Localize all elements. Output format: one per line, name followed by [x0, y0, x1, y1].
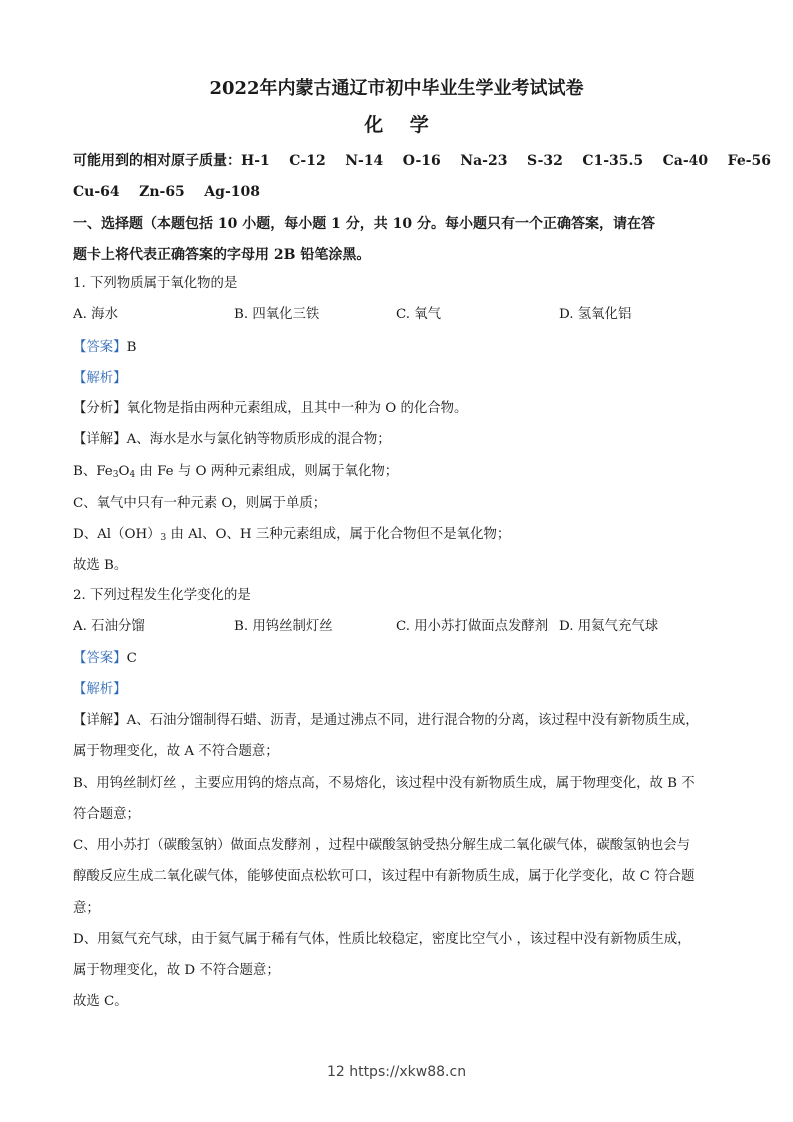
subject-title: 化 学: [364, 114, 429, 136]
q1-detail-d-pre: D、Al（OH）: [73, 527, 161, 542]
q1-detail-c: C、氧气中只有一种元素 O，则属于单质；: [73, 496, 327, 511]
q1-detail-b-sub2: 4: [129, 470, 136, 480]
q2-detail-c-3: 意；: [73, 901, 100, 916]
q1-detail-b-pre: B、Fe: [73, 464, 113, 479]
q1-stem: 1. 下列物质属于氧化物的是: [73, 276, 238, 291]
q2-detail-d-2: 属于物理变化，故 D 不符合题意；: [73, 963, 280, 978]
q1-detail-d-sub: 3: [160, 533, 167, 543]
section-heading-line-1: 一、选择题（本题包括 10 小题，每小题 1 分，共 10 分。每小题只有一个正确答案，请在答: [73, 216, 655, 232]
q2-conclusion: 故选 C。: [73, 994, 128, 1009]
q1-option-a: A. 海水: [73, 307, 118, 322]
q1-detail-d: [73, 525, 510, 545]
section-heading-line-2: 题卡上将代表正确答案的字母用 2B 铅笔涂黑。: [73, 247, 371, 263]
fenxi-tag: 【分析】: [73, 401, 127, 416]
q1-analysis-tag: 【解析】: [73, 371, 127, 386]
q2-detail-c-1: C、用小苏打（碳酸氢钠）做面点发酵剂 ，过程中碳酸氢钠受热分解生成二氧化碳气体，碳酸氢钠也会与: [73, 838, 691, 853]
q2-detail-a1-text: A、石油分馏制得石蜡、沥青，是通过沸点不同，进行混合物的分离，该过程中没有新物质生成，: [126, 713, 699, 728]
q2-answer-line: [73, 649, 137, 669]
detail-tag: 【详解】: [73, 713, 127, 728]
page-footer: 12 https://xkw88.cn: [326, 1064, 467, 1080]
q2-stem: 2. 下列过程发生化学变化的是: [73, 588, 251, 603]
q2-option-b: B. 用钨丝制灯丝: [234, 619, 333, 634]
q1-fenxi-line: [73, 399, 467, 419]
q1-detail-b: [73, 462, 398, 482]
detail-tag: 【详解】: [73, 432, 127, 447]
q1-detail-a: [73, 430, 391, 450]
q2-answer: C: [126, 651, 137, 666]
atomic-mass-line-2: Cu-64 Zn-65 Ag-108: [73, 184, 260, 200]
q1-option-b: B. 四氧化三铁: [234, 307, 320, 322]
answer-tag: 【答案】: [73, 651, 127, 666]
q1-answer: B: [126, 340, 137, 355]
q2-detail-a-1: [73, 711, 699, 731]
q2-detail-d-1: D、用氦气充气球，由于氦气属于稀有气体，性质比较稳定，密度比空气小 ，该过程中没有新物质生成，: [73, 932, 691, 947]
q2-option-a: A. 石油分馏: [73, 619, 145, 634]
q1-fenxi-text: 氧化物是指由两种元素组成，且其中一种为 O 的化合物。: [126, 401, 468, 416]
q2-detail-a-2: 属于物理变化，故 A 不符合题意；: [73, 744, 279, 759]
q1-detail-b-mid: O: [118, 464, 130, 479]
q2-option-c: C. 用小苏打做面点发酵剂: [396, 619, 549, 634]
q1-option-d: D. 氢氧化铝: [559, 307, 632, 322]
q1-detail-b-sub1: 3: [112, 470, 119, 480]
q2-analysis-tag: 【解析】: [73, 682, 127, 697]
q1-answer-line: [73, 338, 136, 358]
q2-detail-b-1: B、用钨丝制灯丝 ，主要应用钨的熔点高，不易熔化，该过程中没有新物质生成，属于物理变化，故 B 不: [73, 776, 695, 791]
q2-detail-b-2: 符合题意；: [73, 807, 140, 822]
q2-option-d: D. 用氦气充气球: [559, 619, 659, 634]
q1-detail-d-post: 由 Al、O、H 三种元素组成，属于化合物但不是氧化物；: [166, 527, 511, 542]
q1-detail-b-post: 由 Fe 与 O 两种元素组成，则属于氧化物；: [135, 464, 399, 479]
q1-conclusion: 故选 B。: [73, 558, 128, 573]
answer-tag: 【答案】: [73, 340, 127, 355]
atomic-mass-line-1: 可能用到的相对原子质量：H-1 C-12 N-14 O-16 Na-23 S-32 C1-35.5 Ca-40 Fe-56: [73, 153, 772, 169]
q1-detail-a-text: A、海水是水与氯化钠等物质形成的混合物；: [126, 432, 391, 447]
exam-title: 2022年内蒙古通辽市初中毕业生学业考试试卷: [209, 78, 584, 99]
q1-option-c: C. 氧气: [396, 307, 442, 322]
q2-detail-c-2: 醇酸反应生成二氧化碳气体，能够使面点松软可口，该过程中有新物质生成，属于化学变化，故 C 符合题: [73, 869, 695, 884]
